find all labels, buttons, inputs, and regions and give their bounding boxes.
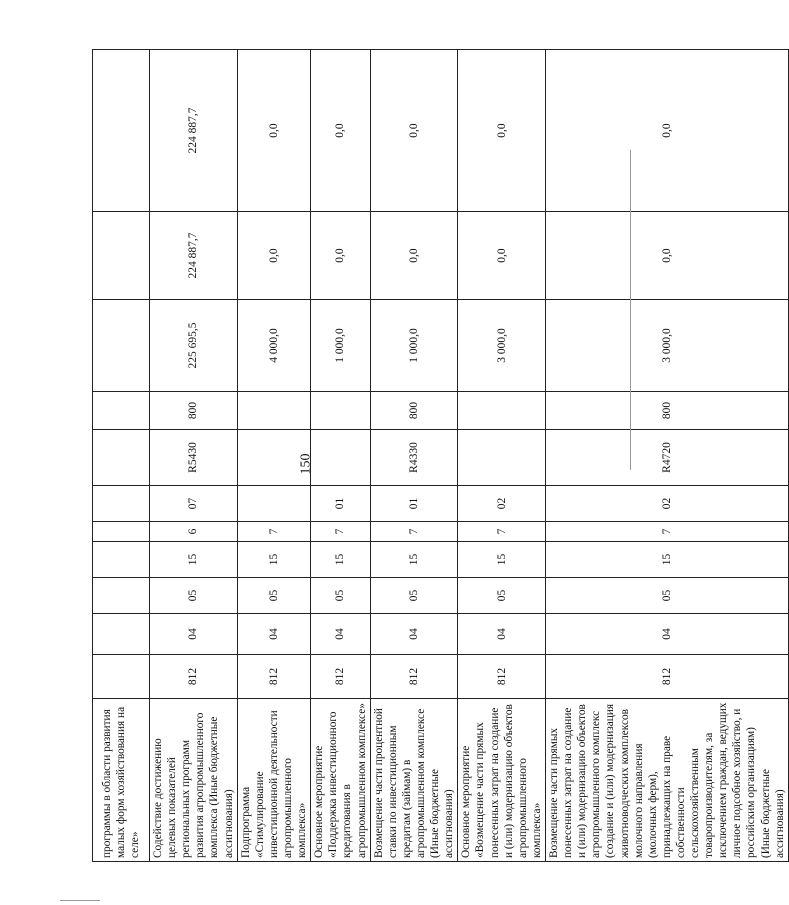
cell-gr [93, 655, 150, 699]
cell-value-3: 0,0 [311, 50, 370, 212]
cell-value-1: 4 000,0 [237, 300, 311, 392]
rotated-table-wrapper [92, 50, 786, 862]
cell-value-3: 0,0 [545, 50, 788, 212]
cell-vr [458, 392, 546, 430]
cell-value-3: 0,0 [237, 50, 311, 212]
cell-csr-4 [311, 430, 370, 486]
cell-value-3: 224 887,7 [150, 50, 238, 212]
page-number: 150 [298, 453, 314, 475]
cell-rz: 04 [545, 614, 788, 655]
cell-pr: 05 [150, 578, 238, 614]
cell-csr-1 [93, 542, 150, 578]
cell-gr: 812 [311, 655, 370, 699]
table-body [93, 50, 789, 862]
table-row [150, 50, 238, 862]
cell-csr-2: 7 [311, 522, 370, 542]
row-name: Содействие достижению целевых показателей региональных программ развития агропромышленного комплекса (Иные бюджетные ассигнования) [150, 699, 238, 862]
cell-csr-2 [93, 522, 150, 542]
cell-pr: 05 [545, 578, 788, 614]
cell-csr-3 [93, 486, 150, 522]
cell-value-2: 0,0 [458, 212, 546, 300]
cell-value-3: 0,0 [458, 50, 546, 212]
cell-csr-3: 02 [545, 486, 788, 522]
row-name: Подпрограмма «Стимулирование инвестиционной деятельности агропромышленного комплекса» [237, 699, 311, 862]
cell-pr: 05 [237, 578, 311, 614]
cell-value-2 [93, 212, 150, 300]
cell-value-2: 0,0 [237, 212, 311, 300]
cell-csr-2: 6 [150, 522, 238, 542]
table-row [237, 50, 311, 862]
cell-gr: 812 [150, 655, 238, 699]
cell-csr-2: 7 [237, 522, 311, 542]
row-name: программы в области развития малых форм хозяйствования на селе» [93, 699, 150, 862]
row-name: Возмещение части прямых понесенных затрат на создание и (или) модернизацию объектов агропромышленного комплекс (создание и (или) модернизация животноводческих комплексов молочного направления (молочных ферм), принадлежащих на праве собственности сельскохозяйственным товаропроизводителям, за исключением граждан, ведущих личное подсобное хозяйство, и российским организациям) (Иные бюджетные ассигнования) [545, 699, 788, 862]
cell-rz: 04 [311, 614, 370, 655]
cell-csr-3: 01 [311, 486, 370, 522]
table-row [545, 50, 788, 862]
cell-value-1: 3 000,0 [458, 300, 546, 392]
cell-csr-1: 15 [370, 542, 458, 578]
cell-value-2: 224 887,7 [150, 212, 238, 300]
cell-csr-2: 7 [458, 522, 546, 542]
cell-vr: 800 [150, 392, 238, 430]
scan-edge-line [630, 150, 631, 470]
cell-csr-3: 07 [150, 486, 238, 522]
cell-value-2: 0,0 [370, 212, 458, 300]
cell-csr-1: 15 [458, 542, 546, 578]
cell-csr-4 [93, 430, 150, 486]
cell-csr-4: R5430 [150, 430, 238, 486]
budget-table [92, 49, 789, 862]
row-name: Основное мероприятие «Возмещение части прямых понесенных затрат на создание и (или) модернизацию объектов агропромышленного комплекса» [458, 699, 546, 862]
table-row [370, 50, 458, 862]
cell-csr-1: 15 [311, 542, 370, 578]
cell-pr [93, 578, 150, 614]
scan-bottom-line [60, 900, 100, 901]
cell-rz: 04 [458, 614, 546, 655]
table-row [311, 50, 370, 862]
cell-value-3 [93, 50, 150, 212]
cell-gr: 812 [370, 655, 458, 699]
cell-vr: 800 [545, 392, 788, 430]
cell-value-2: 0,0 [311, 212, 370, 300]
cell-rz: 04 [150, 614, 238, 655]
cell-csr-2: 7 [545, 522, 788, 542]
table-row [93, 50, 150, 862]
cell-csr-4 [458, 430, 546, 486]
cell-csr-4: R4330 [370, 430, 458, 486]
cell-csr-3 [237, 486, 311, 522]
cell-csr-1: 15 [237, 542, 311, 578]
cell-vr [93, 392, 150, 430]
cell-pr: 05 [370, 578, 458, 614]
cell-pr: 05 [311, 578, 370, 614]
cell-value-3: 0,0 [370, 50, 458, 212]
cell-gr: 812 [237, 655, 311, 699]
cell-csr-2: 7 [370, 522, 458, 542]
table-row [458, 50, 546, 862]
cell-csr-3: 01 [370, 486, 458, 522]
cell-value-1: 225 695,5 [150, 300, 238, 392]
cell-value-1: 1 000,0 [311, 300, 370, 392]
cell-gr: 812 [545, 655, 788, 699]
cell-value-2: 0,0 [545, 212, 788, 300]
cell-rz: 04 [237, 614, 311, 655]
cell-value-1: 3 000,0 [545, 300, 788, 392]
cell-pr: 05 [458, 578, 546, 614]
row-name: Возмещение части процентной ставки по инвестиционным кредитам (займам) в агропромышленном комплексе (Иные бюджетные ассигнования) [370, 699, 458, 862]
row-name: Основное мероприятие «Поддержка инвестиционного кредитования в агропромышленном комплексе» [311, 699, 370, 862]
cell-rz [93, 614, 150, 655]
cell-vr [311, 392, 370, 430]
cell-csr-3: 02 [458, 486, 546, 522]
cell-value-1: 1 000,0 [370, 300, 458, 392]
cell-value-1 [93, 300, 150, 392]
cell-csr-1: 15 [150, 542, 238, 578]
cell-csr-4: R4720 [545, 430, 788, 486]
cell-vr [237, 392, 311, 430]
cell-csr-4 [237, 430, 311, 486]
cell-csr-1: 15 [545, 542, 788, 578]
cell-rz: 04 [370, 614, 458, 655]
cell-vr: 800 [370, 392, 458, 430]
cell-gr: 812 [458, 655, 546, 699]
